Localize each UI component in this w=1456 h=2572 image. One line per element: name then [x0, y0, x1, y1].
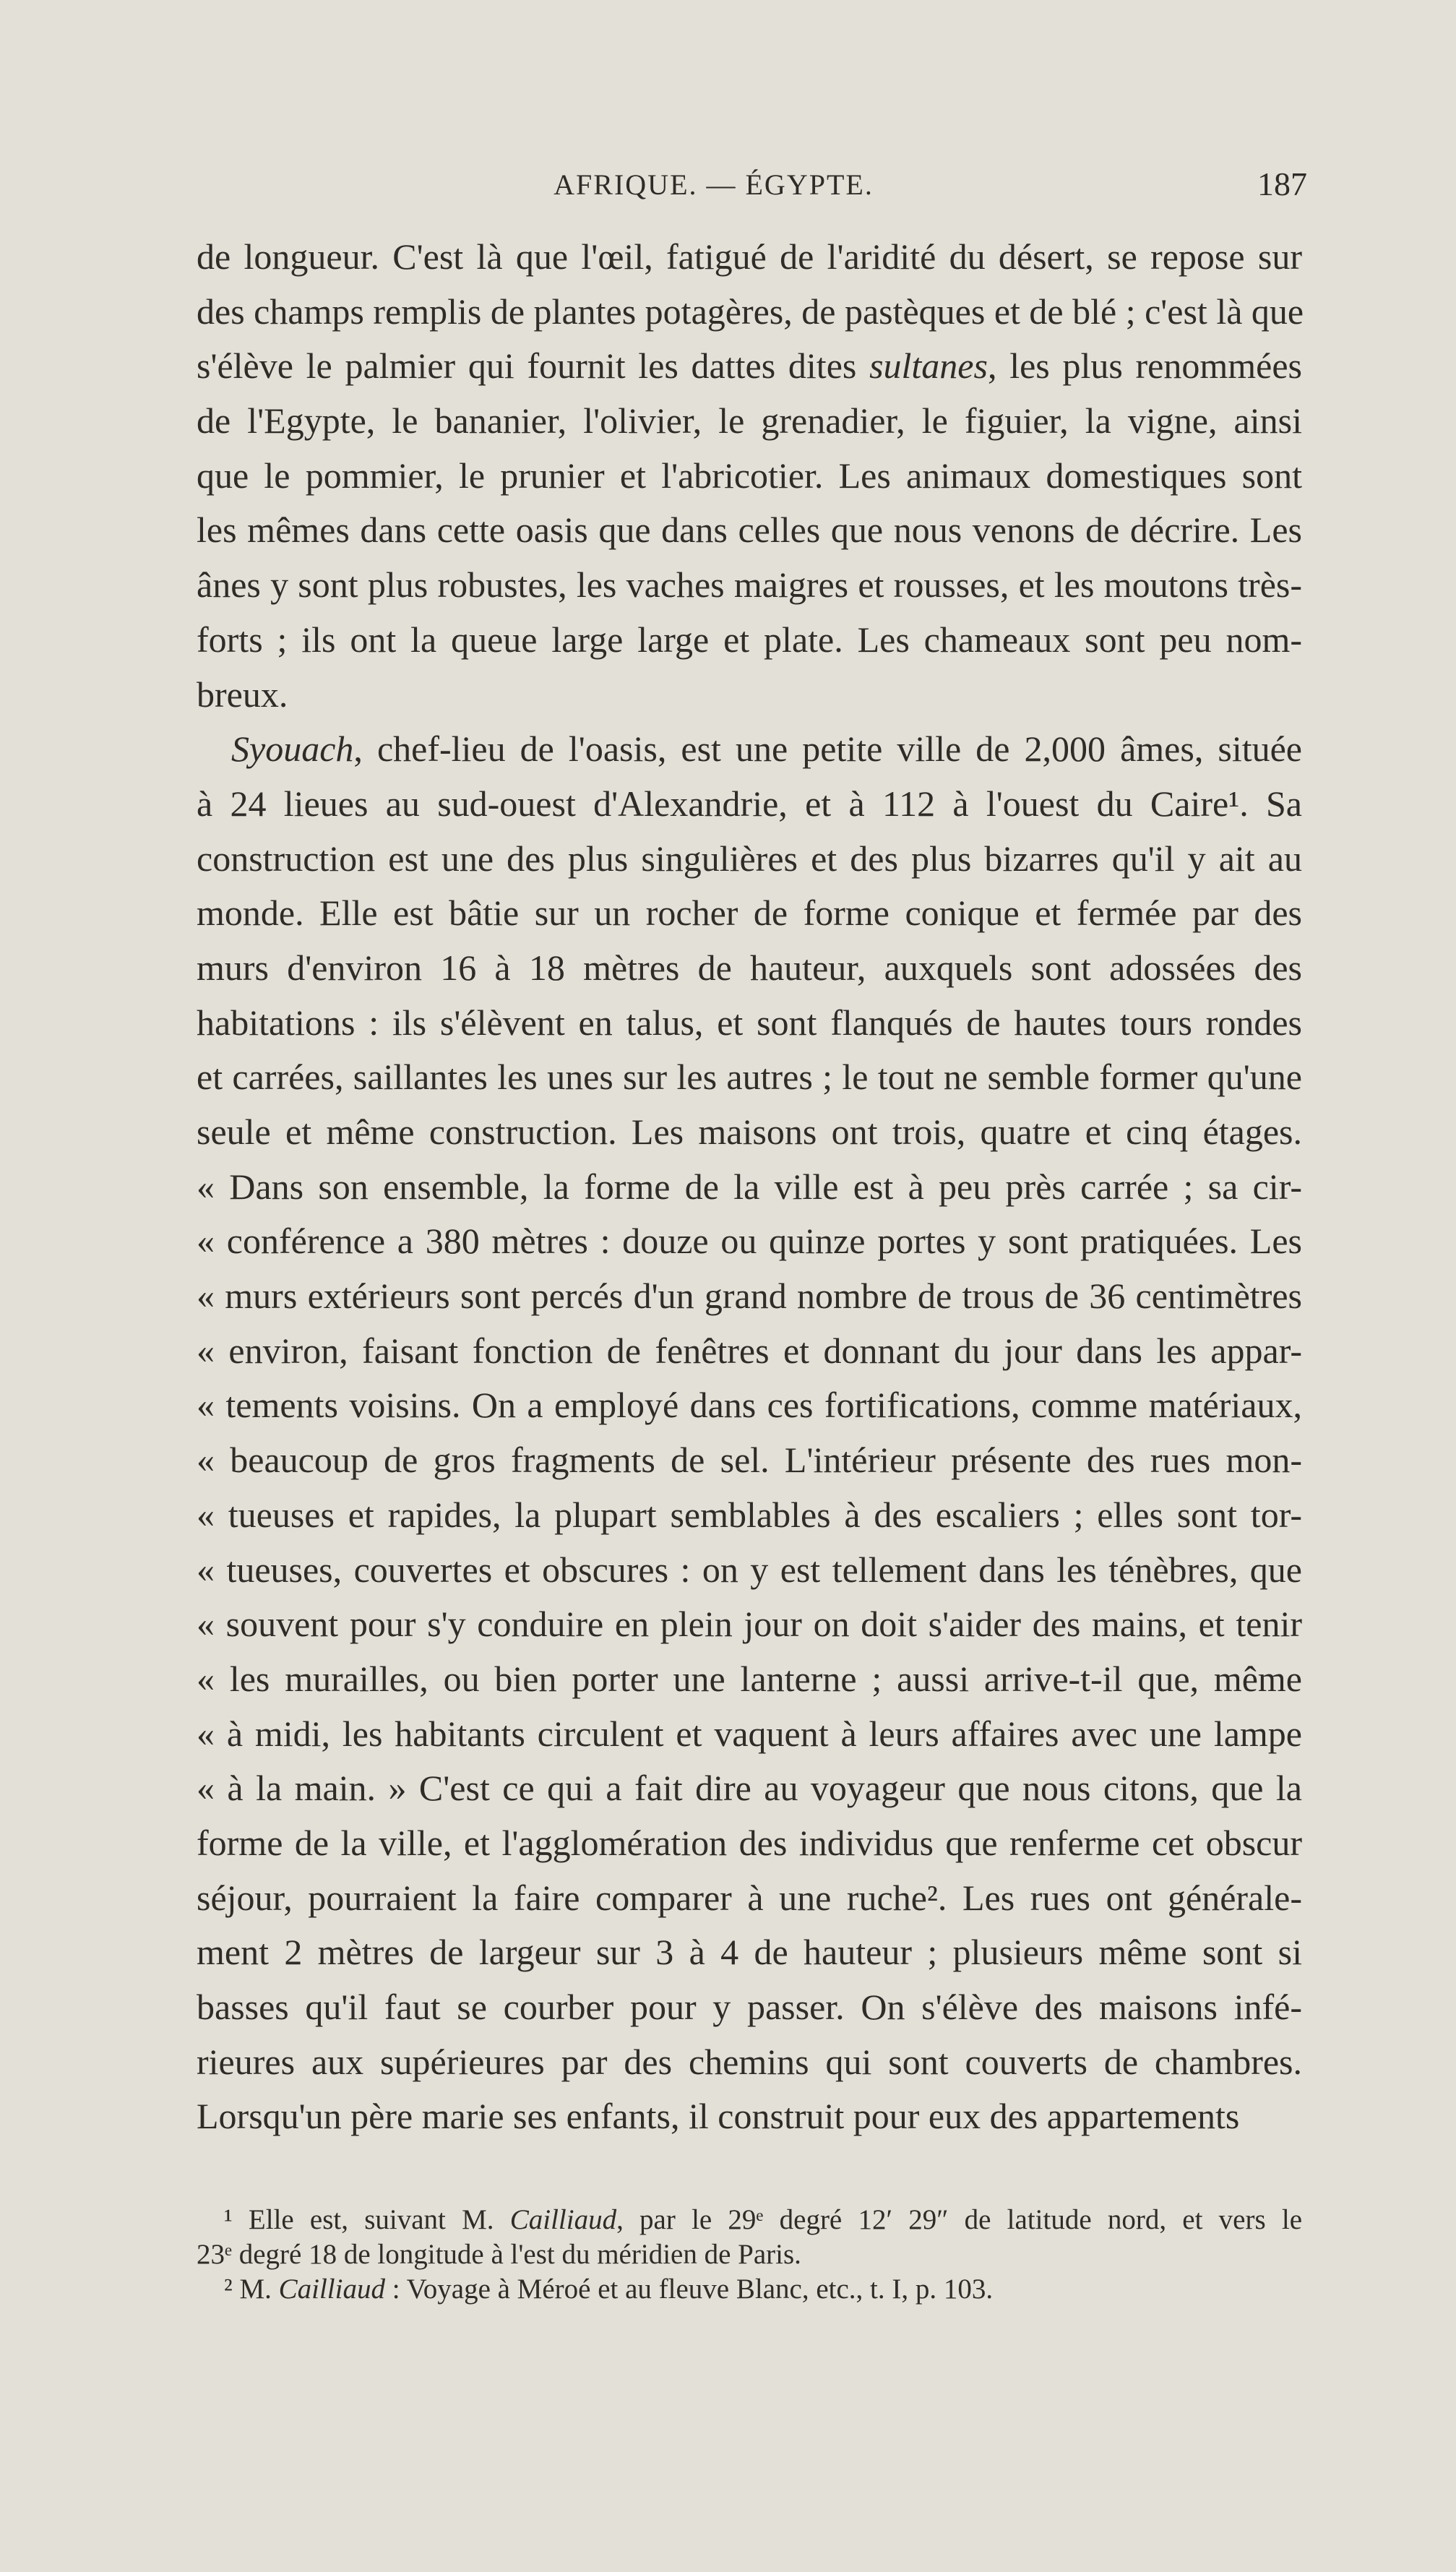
text-segment: rieures aux supérieures par des chemins qui sont couverts de chambres.	[197, 2041, 1302, 2082]
text-segment: Lorsqu'un père marie ses enfants, il construit pour eux des appartements	[197, 2096, 1240, 2137]
footnote-line	[197, 2237, 1302, 2272]
text-segment: « tueuses et rapides, la plupart semblables à des escaliers ; elles sont tor-	[197, 1494, 1302, 1535]
text-line	[197, 886, 1302, 941]
text-line	[197, 1871, 1302, 1926]
text-line	[197, 285, 1302, 340]
text-segment: des champs remplis de plantes potagères, de pastèques et de blé ; c'est là que	[197, 291, 1304, 332]
text-segment: « tueuses, couvertes et obscures : on y est tellement dans les ténèbres, que	[197, 1549, 1302, 1590]
text-segment: « murs extérieurs sont percés d'un grand nombre de trous de 36 centimètres	[197, 1276, 1302, 1317]
text-segment: « tements voisins. On a employé dans ces fortifications, comme matériaux,	[197, 1385, 1302, 1426]
text-line	[197, 1925, 1302, 1980]
text-line	[197, 1269, 1302, 1324]
text-line	[197, 449, 1302, 504]
running-head	[0, 168, 1456, 202]
text-segment: breux.	[197, 674, 288, 715]
text-line	[197, 722, 1302, 777]
text-line	[197, 1707, 1302, 1762]
italic-text: Cailliaud	[278, 2274, 385, 2305]
text-line	[197, 1816, 1302, 1871]
text-segment: ² M.	[224, 2274, 279, 2305]
text-line	[197, 1050, 1302, 1105]
text-segment: séjour, pourraient la faire comparer à une ruche². Les rues ont générale-	[197, 1877, 1302, 1918]
text-segment: de longueur. C'est là que l'œil, fatigué de l'aridité du désert, se repose sur	[197, 236, 1302, 277]
text-segment: murs d'environ 16 à 18 mètres de hauteur, auxquels sont adossées des	[197, 947, 1302, 988]
text-segment: ¹ Elle est, suivant M.	[224, 2204, 510, 2235]
footnotes	[197, 2203, 1302, 2307]
text-line	[197, 2035, 1302, 2090]
text-segment: , les plus renommées	[987, 345, 1302, 387]
text-segment: ânes y sont plus robustes, les vaches maigres et rousses, et les moutons très-	[197, 564, 1302, 606]
text-segment: que le pommier, le prunier et l'abricotier. Les animaux domestiques sont	[197, 455, 1302, 496]
text-line	[197, 1160, 1302, 1215]
page-number: 187	[1257, 165, 1307, 202]
text-line	[197, 1488, 1302, 1543]
text-line	[197, 1324, 1302, 1379]
text-line	[197, 941, 1302, 996]
text-segment: à 24 lieues au sud-ouest d'Alexandrie, et à 112 à l'ouest du Caire¹. Sa	[197, 783, 1302, 824]
text-line	[197, 1597, 1302, 1652]
text-line	[197, 558, 1302, 613]
text-line	[197, 1433, 1302, 1488]
text-segment: ment 2 mètres de largeur sur 3 à 4 de hauteur ; plusieurs même sont si	[197, 1932, 1302, 1973]
text-line	[197, 1761, 1302, 1816]
text-segment: seule et même construction. Les maisons ont trois, quatre et cinq étages.	[197, 1111, 1302, 1152]
text-segment: habitations : ils s'élèvent en talus, et sont flanqués de hautes tours rondes	[197, 1002, 1302, 1043]
text-line	[197, 777, 1302, 832]
text-line	[197, 832, 1302, 887]
text-segment: 23ᵉ degré 18 de longitude à l'est du méridien de Paris.	[197, 2239, 801, 2270]
text-segment: et carrées, saillantes les unes sur les autres ; le tout ne semble former qu'une	[197, 1057, 1302, 1098]
text-line	[197, 668, 1302, 723]
text-line	[197, 503, 1302, 558]
italic-text: sultanes	[869, 345, 988, 387]
text-segment: forts ; ils ont la queue large large et plate. Les chameaux sont peu nom-	[197, 619, 1302, 660]
body-text	[197, 230, 1302, 2144]
text-line	[197, 394, 1302, 449]
text-line	[197, 1980, 1302, 2035]
text-segment: « à midi, les habitants circulent et vaquent à leurs affaires avec une lampe	[197, 1713, 1302, 1754]
text-segment: s'élève le palmier qui fournit les dattes dites	[197, 345, 870, 387]
text-segment: construction est une des plus singulières et des plus bizarres qu'il y ait au	[197, 838, 1302, 879]
text-segment: « souvent pour s'y conduire en plein jour on doit s'aider des mains, et tenir	[197, 1604, 1302, 1645]
text-segment: , chef-lieu de l'oasis, est une petite ville de 2,000 âmes, située	[353, 728, 1302, 770]
text-segment: « Dans son ensemble, la forme de la ville est à peu près carrée ; sa cir-	[197, 1166, 1302, 1207]
text-line	[197, 2089, 1302, 2144]
text-line	[197, 996, 1302, 1051]
text-line	[197, 1543, 1302, 1598]
text-line	[197, 1378, 1302, 1433]
footnote-line	[197, 2272, 1302, 2307]
footnote-line	[197, 2203, 1302, 2237]
italic-text: Cailliaud	[509, 2204, 617, 2235]
text-line	[197, 1105, 1302, 1160]
text-segment: « conférence a 380 mètres : douze ou quinze portes y sont pratiquées. Les	[197, 1221, 1302, 1262]
text-line	[197, 1652, 1302, 1707]
text-segment: : Voyage à Méroé et au fleuve Blanc, etc., t. I, p. 103.	[384, 2274, 994, 2305]
italic-text: Syouach	[231, 728, 354, 770]
text-segment: « les murailles, ou bien porter une lanterne ; aussi arrive-t-il que, même	[197, 1658, 1302, 1699]
text-segment: , par le 29ᵉ degré 12′ 29″ de latitude nord, et vers le	[616, 2204, 1303, 2235]
text-line	[197, 1214, 1302, 1269]
text-segment: de l'Egypte, le bananier, l'olivier, le grenadier, le figuier, la vigne, ainsi	[197, 400, 1302, 442]
text-segment: « environ, faisant fonction de fenêtres et donnant du jour dans les appar-	[197, 1330, 1302, 1371]
text-segment: forme de la ville, et l'agglomération des individus que renferme cet obscur	[197, 1822, 1302, 1863]
text-segment: « beaucoup de gros fragments de sel. L'intérieur présente des rues mon-	[197, 1440, 1302, 1481]
text-line	[197, 339, 1302, 394]
text-line	[197, 230, 1302, 285]
text-segment: monde. Elle est bâtie sur un rocher de forme conique et fermée par des	[197, 893, 1302, 934]
running-head-title: AFRIQUE. — ÉGYPTE.	[553, 168, 874, 201]
text-line	[197, 613, 1302, 668]
text-segment: basses qu'il faut se courber pour y passer. On s'élève des maisons infé-	[197, 1987, 1302, 2027]
text-segment: « à la main. » C'est ce qui a fait dire au voyageur que nous citons, que la	[197, 1768, 1302, 1809]
text-segment: les mêmes dans cette oasis que dans celles que nous venons de décrire. Les	[197, 509, 1302, 551]
